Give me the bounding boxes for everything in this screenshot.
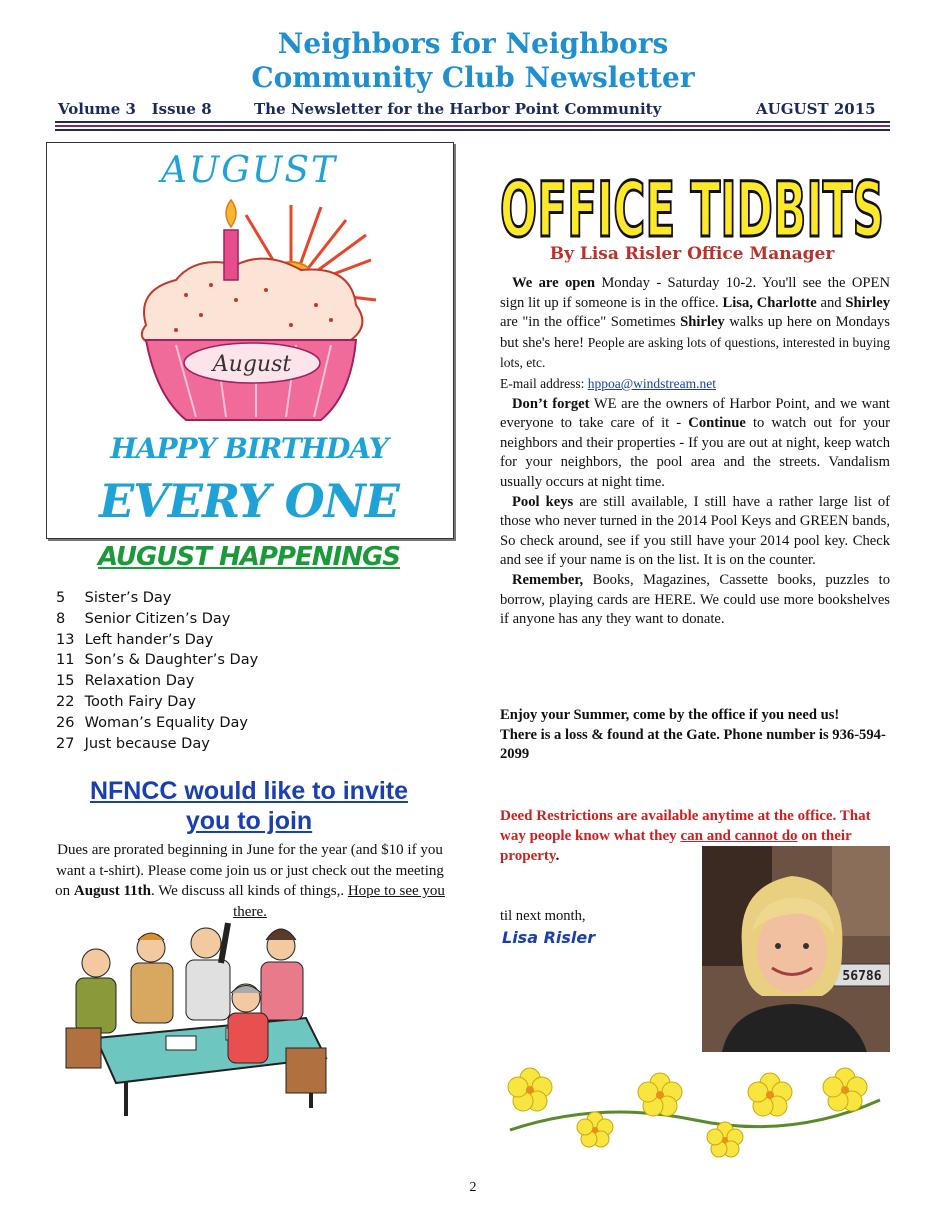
photo-counter: 56786 bbox=[842, 969, 882, 984]
volume-label: Volume 3 Issue 8 bbox=[58, 100, 212, 118]
signature: Lisa Risler bbox=[502, 928, 596, 947]
header-rule-middle bbox=[55, 125, 890, 127]
lisa-photo bbox=[702, 846, 890, 1052]
email-line: E-mail address: hppoa@windstream.net bbox=[500, 375, 717, 391]
happenings-list bbox=[56, 588, 258, 754]
issue-date: AUGUST 2015 bbox=[756, 100, 876, 118]
birthday-month: AUGUST bbox=[160, 150, 338, 191]
cupcake-illustration bbox=[116, 195, 386, 435]
happenings-title: AUGUST HAPPENINGS bbox=[97, 542, 401, 572]
invite-heading: NFNCC would like to invite you to join bbox=[89, 777, 409, 835]
page-number: 2 bbox=[469, 1180, 477, 1195]
newsletter-title-line1: Neighbors for Neighbors bbox=[277, 27, 669, 60]
tagline: The Newsletter for the Harbor Point Community bbox=[254, 100, 662, 118]
list-item: 5 Sister’s Day bbox=[56, 590, 172, 606]
flower-border bbox=[500, 1060, 890, 1160]
paragraph-pool-keys: Pool keys are still available, I still have a rather large list of those who never turned in the 2014 Pool Keys and GREEN bands, So check around, see if you still have your 2014 pool key. Check and see if your name is on the list. It is on the counter. bbox=[500, 493, 891, 569]
byline: By Lisa Risler Office Manager bbox=[549, 244, 835, 264]
invite-text: Dues are prorated beginning in June for the year (and $10 if you want a t-shirt). Please come join us or just check out the meeting on August 11th. We discuss all kinds of things,. Hope to see you there. bbox=[55, 842, 445, 920]
header-rule-bottom bbox=[55, 129, 890, 131]
list-item: 8 Senior Citizen’s Day bbox=[56, 610, 231, 627]
list-item: 15 Relaxation Day bbox=[56, 673, 195, 690]
signoff: til next month, bbox=[500, 908, 586, 924]
cupcake-label: August bbox=[212, 352, 292, 377]
email-link[interactable]: hppoa@windstream.net bbox=[587, 375, 717, 391]
list-item: 27 Just because Day bbox=[56, 735, 210, 752]
paragraph-remember: Remember, Books, Magazines, Cassette books, puzzles to borrow, playing cards are HERE. We could use more bookshelves if anyone has any they want to donate. bbox=[500, 571, 890, 628]
list-item: 11 Son’s & Daughter’s Day bbox=[56, 652, 259, 669]
office-tidbits-headline bbox=[494, 150, 890, 250]
paragraph-dont-forget: Don’t forget WE are the owners of Harbor Point, and we want everyone to take care of it - Continue to watch out for your neighbors and their properties - If you are out at night, keep watch for your neighbors, the pool area and the streets. Vandalism usually occurs at night time. bbox=[500, 395, 890, 490]
headline-text: OFFICE TIDBITS bbox=[500, 165, 884, 250]
happy-birthday-text: HAPPY BIRTHDAY bbox=[110, 432, 388, 465]
office-body bbox=[500, 274, 890, 630]
list-item: 22 Tooth Fairy Day bbox=[56, 693, 196, 710]
list-item: 13 Left hander’s Day bbox=[56, 631, 214, 648]
paragraph-hours: We are open Monday - Saturday 10-2. You'll see the OPEN sign lit up if someone is in the office. Lisa, Charlotte and Shirley are "in the office" Sometimes Shirley walks up here on Mondays but she's here! People are asking lots of questions, interested in buying lots, etc. bbox=[500, 275, 890, 371]
meeting-clipart bbox=[56, 918, 346, 1118]
newsletter-title-line2: Community Club Newsletter bbox=[251, 61, 695, 94]
every-one-text: EVERY ONE bbox=[99, 474, 399, 528]
deed-restrictions: Deed Restrictions are available anytime at the office. That way people know what they can and cannot do on their property. bbox=[500, 808, 871, 864]
header-rule-top bbox=[55, 121, 890, 123]
enjoy-summer: Enjoy your Summer, come by the office if you need us! There is a loss & found at the Gate. Phone number is 936-594-2099 bbox=[500, 707, 886, 763]
list-item: 26 Woman’s Equality Day bbox=[56, 714, 248, 731]
